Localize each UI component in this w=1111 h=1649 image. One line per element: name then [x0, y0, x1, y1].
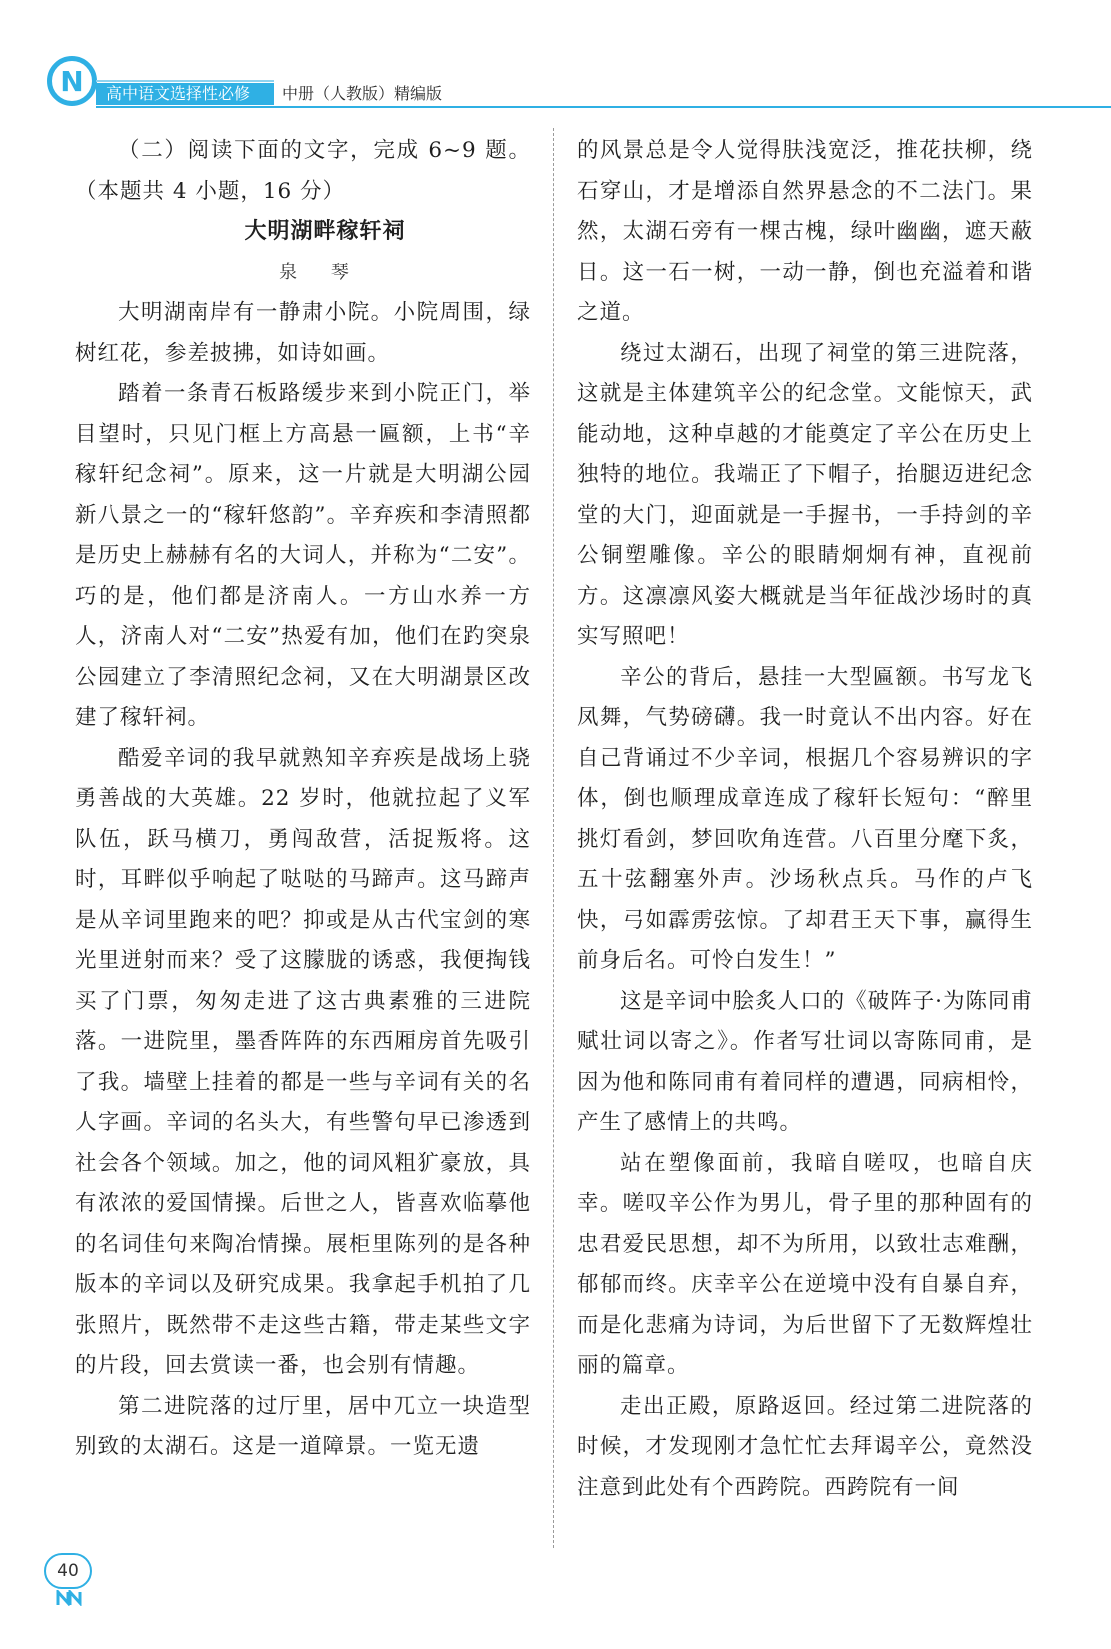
paragraph: 酷爱辛词的我早就熟知辛弃疾是战场上骁勇善战的大英雄。22 岁时，他就拉起了义军队伍，跃马横刀，勇闯敌营，活捉叛将。这时，耳畔似乎响起了哒哒的马蹄声。这马蹄声是从辛词里跑来的吧？抑或是从古代宝剑的寒光里迸射而来？受了这朦胧的诱惑，我便掏钱买了门票，匆匆走进了这古典素雅的三进院落。一进院里，墨香阵阵的东西厢房首先吸引了我。墙壁上挂着的都是一些与辛词有关的名人字画。辛词的名头大，有些警句早已渗透到社会各个领域。加之，他的词风粗犷豪放，具有浓浓的爱国情操。后世之人，皆喜欢临摹他的名词佳句来陶冶情操。展柜里陈列的是各种版本的辛词以及研究成果。我拿起手机拍了几张照片，既然带不走这些古籍，带走某些文字的片段，回去赏读一番，也会别有情趣。	[75, 745, 531, 1378]
header-rule	[96, 106, 1111, 108]
column-divider	[553, 128, 554, 1548]
question-heading: （二）阅读下面的文字，完成 6~9 题。（本题共 4 小题，16 分）	[75, 138, 531, 204]
paragraph: 绕过太湖石，出现了祠堂的第三进院落，这就是主体建筑辛公的纪念堂。文能惊天，武能动地，这种卓越的才能奠定了辛公在历史上独特的地位。我端正了下帽子，抬腿迈进纪念堂的大门，迎面就是一手握书，一手持剑的辛公铜塑雕像。辛公的眼睛炯炯有神，直视前方。这凛凛风姿大概就是当年征战沙场时的真实写照吧！	[577, 340, 1033, 649]
article-author: 泉 琴	[279, 261, 363, 283]
paragraph: 辛公的背后，悬挂一大型匾额。书写龙飞凤舞，气势磅礴。我一时竟认不出内容。好在自己背诵过不少辛词，根据几个容易辨识的字体，倒也顺理成章连成了稼轩长短句：“醉里挑灯看剑，梦回吹角连营。八百里分麾下炙，五十弦翻塞外声。沙场秋点兵。马作的卢飞快，弓如霹雳弦惊。了却君王天下事，赢得生前身后名。可怜白发生！”	[577, 664, 1033, 973]
right-column	[577, 131, 1033, 1508]
paragraph: 站在塑像面前，我暗自嗟叹，也暗自庆幸。嗟叹辛公作为男儿，骨子里的那种固有的忠君爱民思想，却不为所用，以致壮志难酬，郁郁而终。庆幸辛公在逆境中没有自暴自弃，而是化悲痛为诗词，为后世留下了无数辉煌壮丽的篇章。	[577, 1150, 1033, 1378]
paragraph: 大明湖南岸有一静肃小院。小院周围，绿树红花，参差披拂，如诗如画。	[75, 300, 531, 366]
paragraph: 踏着一条青石板路缓步来到小院正门，举目望时，只见门框上方高悬一匾额，上书“辛稼轩纪念祠”。原来，这一片就是大明湖公园新八景之一的“稼轩悠韵”。辛弃疾和李清照都是历史上赫赫有名的大词人，并称为“二安”。巧的是，他们都是济南人。一方山水养一方人，济南人对“二安”热爱有加，他们在趵突泉公园建立了李清照纪念祠，又在大明湖景区改建了稼轩祠。	[75, 381, 531, 730]
logo-letter: N	[60, 64, 84, 98]
left-column	[75, 131, 531, 1468]
brand-mark-icon	[56, 1590, 82, 1606]
paragraph: 这是辛词中脍炙人口的《破阵子·为陈同甫赋壮词以寄之》。作者写壮词以寄陈同甫，是因为他和陈同甫有着同样的遭遇，同病相怜，产生了感情上的共鸣。	[577, 988, 1033, 1135]
article-title: 大明湖畔稼轩祠	[244, 219, 406, 244]
page-header	[0, 0, 1111, 120]
brand-logo	[47, 56, 97, 106]
series-title: 高中语文选择性必修	[96, 83, 274, 105]
paragraph: 第二进院落的过厅里，居中兀立一块造型别致的太湖石。这是一道障景。一览无遗	[75, 1393, 531, 1459]
header-accent-line	[96, 80, 274, 82]
paragraph-continued: 的风景总是令人觉得肤浅宽泛，推花扶柳，绕石穿山，才是增添自然界悬念的不二法门。果然，太湖石旁有一棵古槐，绿叶幽幽，遮天蔽日。这一石一树，一动一静，倒也充溢着和谐之道。	[577, 138, 1033, 325]
page-number-text: 40	[57, 1561, 79, 1581]
paragraph: 走出正殿，原路返回。经过第二进院落的时候，才发现刚才急忙忙去拜谒辛公，竟然没注意到此处有个西跨院。西跨院有一间	[577, 1393, 1033, 1500]
volume-title: 中册（人教版）精编版	[282, 84, 443, 103]
page-number	[44, 1553, 92, 1589]
